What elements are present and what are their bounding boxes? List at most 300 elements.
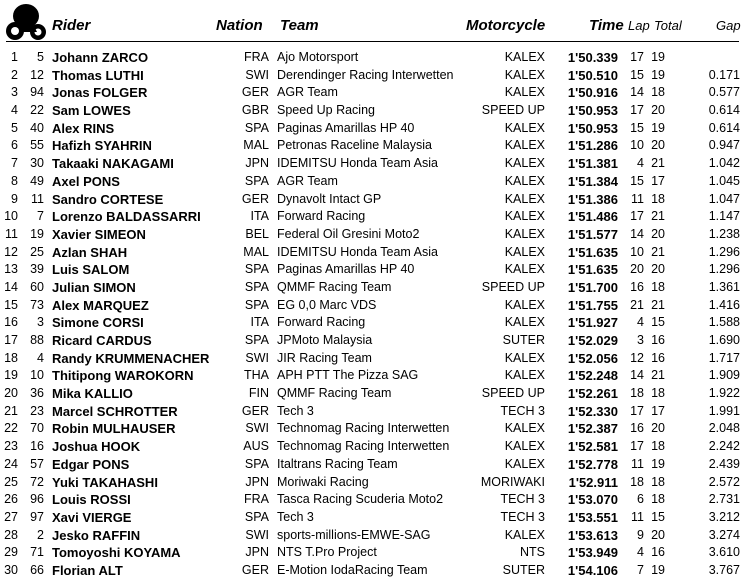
lap-time: 1'51.384: [567, 173, 618, 189]
position: 14: [4, 279, 18, 294]
team: AGR Team: [277, 173, 338, 188]
rider-number: 11: [31, 191, 44, 206]
table-row: [0, 279, 745, 297]
rider-name: Jonas FOLGER: [52, 85, 148, 101]
total-laps: 18: [651, 279, 665, 294]
gap: 1.047: [708, 191, 740, 206]
position: 22: [4, 421, 18, 436]
team: NTS T.Pro Project: [277, 545, 377, 560]
lap-time: 1'53.613: [567, 527, 618, 543]
lap: 17: [630, 209, 644, 224]
lap: 3: [637, 333, 644, 347]
lap: 15: [630, 120, 644, 135]
lap: 11: [631, 509, 644, 524]
motorcycle: KALEX: [504, 456, 545, 471]
rider-name: Robin MULHAUSER: [52, 421, 176, 437]
gap: 0.614: [708, 120, 740, 135]
team: JPMoto Malaysia: [277, 333, 373, 347]
team: sports-millions-EMWE-SAG: [277, 527, 431, 542]
position: 4: [11, 103, 18, 118]
table-row: [0, 191, 745, 209]
motorcycle: KALEX: [504, 173, 545, 188]
motorcycle: KALEX: [504, 527, 545, 542]
lap-time: 1'53.070: [567, 492, 618, 508]
lap: 6: [637, 492, 644, 507]
gap: 1.690: [708, 333, 740, 347]
rider-name: Thitipong WAROKORN: [52, 368, 194, 384]
header-lap: Lap: [628, 18, 650, 33]
rider-name: Jesko RAFFIN: [52, 527, 141, 543]
lap-time: 1'52.911: [568, 474, 618, 490]
total-laps: 21: [651, 297, 665, 312]
nation: GER: [241, 403, 269, 418]
table-row: [0, 226, 745, 244]
header-motorcycle: Motorcycle: [466, 17, 546, 34]
total-laps: 19: [651, 120, 665, 135]
lap-time: 1'54.106: [567, 562, 618, 578]
rider-number: 66: [30, 562, 44, 577]
table-row: [0, 420, 745, 438]
team: E-Motion IodaRacing Team: [277, 562, 428, 577]
lap: 11: [631, 191, 644, 206]
motorcycle: KALEX: [504, 191, 545, 206]
lap-time: 1'52.778: [567, 456, 618, 472]
table-row: [0, 244, 745, 262]
lap-time: 1'50.339: [567, 50, 618, 65]
header-rider: Rider: [52, 17, 91, 34]
gap: 1.296: [708, 262, 740, 277]
nation: SWI: [245, 67, 269, 82]
rider-number: 25: [30, 244, 44, 259]
rider-name: Simone CORSI: [52, 315, 144, 331]
nation: FRA: [244, 50, 269, 64]
position: 19: [4, 368, 18, 383]
position: 25: [4, 474, 18, 489]
lap: 16: [630, 279, 644, 294]
lap: 21: [630, 297, 644, 312]
table-row: [0, 562, 745, 580]
lap: 4: [637, 156, 644, 171]
position: 24: [4, 456, 18, 471]
motorcycle: KALEX: [504, 67, 545, 82]
gap: 2.048: [708, 421, 740, 436]
rider-name: Ricard CARDUS: [52, 333, 152, 348]
table-row: [0, 120, 745, 138]
motorcycle: KALEX: [504, 315, 545, 330]
gap: 1.416: [708, 297, 740, 312]
position: 8: [11, 173, 18, 188]
lap-time: 1'50.510: [567, 67, 618, 83]
gap: 1.991: [708, 403, 740, 418]
rider-name: Sandro CORTESE: [52, 191, 164, 207]
gap: 0.947: [708, 138, 740, 153]
lap: 12: [630, 350, 644, 365]
lap-time: 1'50.953: [567, 120, 618, 136]
team: Italtrans Racing Team: [277, 456, 398, 471]
position: 1: [11, 50, 18, 64]
team: Federal Oil Gresini Moto2: [277, 226, 420, 241]
rider-name: Xavi VIERGE: [52, 509, 132, 525]
rider-number: 49: [30, 173, 44, 188]
lap: 4: [637, 545, 644, 560]
total-laps: 21: [651, 156, 665, 171]
team: Forward Racing: [277, 209, 366, 224]
team: Paginas Amarillas HP 40: [277, 120, 415, 135]
rider-name: Edgar PONS: [52, 456, 130, 472]
lap: 10: [630, 138, 644, 153]
rider-name: Lorenzo BALDASSARRI: [52, 209, 201, 225]
nation: SWI: [245, 527, 269, 542]
table-row: [0, 261, 745, 279]
gap: 1.045: [708, 173, 740, 188]
team: Moriwaki Racing: [277, 474, 369, 489]
total-laps: 16: [651, 333, 665, 347]
total-laps: 21: [651, 368, 665, 383]
motorcycle: KALEX: [504, 262, 545, 277]
table-row: [0, 297, 745, 315]
rider-name: Alex MARQUEZ: [52, 297, 149, 313]
rider-number: 3: [37, 315, 44, 330]
lap-time: 1'51.386: [567, 191, 618, 207]
gap: 2.731: [708, 492, 740, 507]
nation: GBR: [241, 103, 269, 118]
nation: GER: [241, 85, 269, 100]
rider-name: Thomas LUTHI: [52, 67, 144, 83]
lap: 14: [630, 226, 644, 241]
lap-time: 1'51.635: [567, 244, 618, 260]
motorcycle: TECH 3: [500, 403, 545, 418]
table-row: [0, 474, 745, 492]
rider-number: 7: [37, 209, 44, 224]
nation: AUS: [243, 439, 269, 454]
rider-name: Azlan SHAH: [52, 244, 128, 260]
rider-number: 40: [30, 120, 44, 135]
position: 10: [4, 209, 18, 224]
motorcycle: KALEX: [504, 244, 545, 259]
gap: 1.922: [708, 386, 740, 401]
motorcycle: KALEX: [504, 226, 545, 241]
rider-number: 97: [30, 509, 44, 524]
motorcycle: SUTER: [502, 562, 545, 577]
table-row: [0, 367, 745, 385]
gap: 0.614: [708, 103, 740, 118]
motorcycle: SPEED UP: [481, 103, 545, 118]
rider-name: Marcel SCHROTTER: [52, 403, 178, 419]
lap-time: 1'51.755: [567, 297, 618, 313]
nation: SPA: [244, 120, 269, 135]
motorcycle: NTS: [520, 545, 545, 560]
rider-number: 73: [30, 297, 44, 312]
lap: 17: [630, 403, 644, 418]
rider-name: Johann ZARCO: [52, 50, 149, 65]
header-team: Team: [280, 17, 319, 34]
rider-name: Julian SIMON: [52, 279, 136, 295]
gap: 3.767: [708, 562, 740, 577]
table-row: [0, 173, 745, 191]
total-laps: 15: [651, 509, 665, 524]
team: QMMF Racing Team: [277, 279, 392, 294]
gap: 1.717: [708, 350, 740, 365]
rider-number: 55: [30, 138, 44, 153]
rider-number: 2: [37, 527, 44, 542]
nation: SPA: [244, 262, 269, 277]
total-laps: 20: [651, 103, 665, 118]
total-laps: 20: [651, 421, 665, 436]
total-laps: 20: [651, 527, 665, 542]
table-row: [0, 509, 745, 527]
rider-name: Axel PONS: [52, 173, 120, 189]
position: 17: [4, 333, 18, 347]
nation: SPA: [244, 297, 269, 312]
total-laps: 19: [651, 456, 665, 471]
motorcycle: SUTER: [502, 333, 545, 347]
rider-name: Joshua HOOK: [52, 439, 141, 455]
total-laps: 20: [651, 226, 665, 241]
table-row: [0, 385, 745, 403]
position: 15: [4, 297, 18, 312]
lap: 16: [630, 421, 644, 436]
lap-time: 1'51.927: [567, 315, 618, 331]
team: Technomag Racing Interwetten: [277, 439, 450, 454]
table-row: [0, 403, 745, 421]
total-laps: 21: [651, 209, 665, 224]
nation: SWI: [245, 421, 269, 436]
lap-time: 1'52.056: [567, 350, 618, 366]
motorcycle: KALEX: [504, 209, 545, 224]
team: Derendinger Racing Interwetten: [277, 67, 454, 82]
rider-name: Xavier SIMEON: [52, 226, 146, 242]
lap-time: 1'52.330: [567, 403, 618, 419]
table-row: [0, 527, 745, 545]
lap-time: 1'50.916: [567, 85, 618, 101]
motorcycle: KALEX: [504, 439, 545, 454]
lap: 17: [630, 50, 644, 64]
lap-time: 1'53.551: [567, 509, 618, 525]
lap-time: 1'52.387: [567, 421, 618, 437]
position: 18: [4, 350, 18, 365]
rider-name: Yuki TAKAHASHI: [52, 474, 158, 490]
team: Tasca Racing Scuderia Moto2: [277, 492, 444, 507]
gap: 3.212: [708, 509, 740, 524]
lap: 10: [630, 244, 644, 259]
nation: MAL: [243, 244, 269, 259]
nation: JPN: [245, 156, 269, 171]
rider-number: 22: [30, 103, 44, 118]
lap: 18: [630, 474, 644, 489]
lap-time: 1'51.286: [567, 138, 618, 154]
lap: 20: [630, 262, 644, 277]
rider-number: 94: [30, 85, 44, 100]
motorcycle: KALEX: [504, 421, 545, 436]
table-row: [0, 332, 745, 350]
rider-name: Louis ROSSI: [52, 492, 131, 508]
rider-number: 5: [37, 50, 44, 64]
team: Forward Racing: [277, 315, 366, 330]
team: Dynavolt Intact GP: [277, 191, 382, 206]
total-laps: 18: [651, 386, 665, 401]
lap-time: 1'51.577: [567, 226, 618, 242]
total-laps: 18: [651, 85, 665, 100]
nation: ITA: [250, 315, 269, 330]
gap: 1.042: [708, 156, 740, 171]
rider-number: 19: [30, 226, 44, 241]
total-laps: 16: [651, 350, 665, 365]
gap: 0.171: [708, 67, 740, 82]
lap: 17: [630, 103, 644, 118]
gap: 1.909: [708, 368, 740, 383]
nation: GER: [241, 191, 269, 206]
lap-time: 1'51.700: [567, 279, 618, 295]
nation: THA: [244, 368, 269, 383]
nation: SPA: [244, 279, 269, 294]
motorcycle: SPEED UP: [481, 386, 545, 401]
position: 30: [4, 562, 18, 577]
rider-name: Sam LOWES: [52, 103, 131, 119]
nation: FRA: [244, 492, 269, 507]
header-gap: Gap: [716, 18, 741, 33]
rider-name: Takaaki NAKAGAMI: [52, 156, 174, 172]
rider-number: 23: [30, 403, 44, 418]
position: 6: [11, 138, 18, 153]
lap: 17: [630, 439, 644, 454]
total-laps: 19: [651, 67, 665, 82]
lap: 15: [630, 173, 644, 188]
position: 16: [4, 315, 18, 330]
nation: SWI: [245, 350, 269, 365]
results-table: [0, 49, 745, 580]
rider-number: 4: [37, 350, 44, 365]
position: 13: [4, 262, 18, 277]
lap-time: 1'52.581: [567, 439, 618, 455]
total-laps: 18: [651, 492, 665, 507]
team: JIR Racing Team: [277, 350, 372, 365]
header-time: Time: [589, 17, 624, 34]
lap-time: 1'51.635: [567, 262, 618, 278]
team: Paginas Amarillas HP 40: [277, 262, 415, 277]
motorcycle: KALEX: [504, 297, 545, 312]
table-row: [0, 491, 745, 509]
motorcycle: KALEX: [504, 50, 545, 64]
lap: 9: [637, 527, 644, 542]
rider-number: 88: [30, 333, 44, 347]
nation: JPN: [245, 474, 269, 489]
position: 27: [4, 509, 18, 524]
gap: 1.238: [708, 226, 740, 241]
nation: MAL: [243, 138, 269, 153]
rider-number: 16: [30, 439, 44, 454]
position: 29: [4, 545, 18, 560]
team: Speed Up Racing: [277, 103, 375, 118]
lap-time: 1'52.029: [567, 333, 618, 348]
lap-time: 1'51.381: [567, 156, 618, 172]
team: IDEMITSU Honda Team Asia: [277, 244, 438, 259]
position: 2: [11, 67, 18, 82]
motorcycle-rider-icon: [4, 2, 48, 42]
rider-number: 36: [30, 386, 44, 401]
rider-number: 72: [30, 474, 44, 489]
nation: ITA: [250, 209, 269, 224]
nation: SPA: [244, 333, 269, 347]
lap-time: 1'51.486: [567, 209, 618, 225]
lap: 14: [630, 85, 644, 100]
motorcycle: TECH 3: [500, 492, 545, 507]
lap: 7: [637, 562, 644, 577]
team: QMMF Racing Team: [277, 386, 392, 401]
gap: 2.572: [708, 474, 740, 489]
position: 9: [11, 191, 18, 206]
team: Tech 3: [277, 403, 314, 418]
gap: 2.242: [708, 439, 740, 454]
total-laps: 20: [651, 262, 665, 277]
total-laps: 17: [651, 403, 665, 418]
total-laps: 18: [651, 191, 665, 206]
table-row: [0, 137, 745, 155]
rider-number: 60: [30, 279, 44, 294]
motorcycle: KALEX: [504, 85, 545, 100]
position: 7: [11, 156, 18, 171]
total-laps: 17: [651, 173, 665, 188]
table-row: [0, 208, 745, 226]
motorcycle: SPEED UP: [481, 279, 545, 294]
lap-time: 1'52.248: [567, 368, 618, 384]
rider-name: Alex RINS: [52, 120, 115, 136]
rider-name: Luis SALOM: [52, 262, 130, 278]
nation: SPA: [244, 456, 269, 471]
total-laps: 18: [651, 439, 665, 454]
position: 3: [11, 85, 18, 100]
gap: 1.147: [708, 209, 740, 224]
rider-name: Florian ALT: [52, 562, 123, 578]
motorcycle: MORIWAKI: [480, 474, 545, 489]
motorcycle: TECH 3: [500, 509, 545, 524]
position: 21: [4, 403, 18, 418]
position: 28: [4, 527, 18, 542]
total-laps: 18: [651, 474, 665, 489]
total-laps: 20: [651, 138, 665, 153]
rider-number: 70: [30, 421, 44, 436]
lap: 15: [630, 67, 644, 82]
rider-number: 10: [30, 368, 44, 383]
table-row: [0, 314, 745, 332]
rider-number: 71: [30, 545, 44, 560]
table-row: [0, 155, 745, 173]
position: 26: [4, 492, 18, 507]
rider-name: Randy KRUMMENACHER: [52, 350, 210, 366]
position: 12: [4, 244, 18, 259]
team: AGR Team: [277, 85, 338, 100]
team: Ajo Motorsport: [277, 50, 359, 64]
total-laps: 19: [651, 562, 665, 577]
total-laps: 16: [651, 545, 665, 560]
rider-number: 12: [30, 67, 44, 82]
rider-name: Mika KALLIO: [52, 386, 133, 402]
table-row: [0, 456, 745, 474]
gap: 3.274: [708, 527, 740, 542]
rider-name: Hafizh SYAHRIN: [52, 138, 152, 154]
nation: GER: [241, 562, 269, 577]
table-row: [0, 350, 745, 368]
rider-number: 96: [30, 492, 44, 507]
lap: 18: [630, 386, 644, 401]
lap: 14: [630, 368, 644, 383]
gap: 3.610: [708, 545, 740, 560]
gap: 1.361: [708, 279, 740, 294]
position: 20: [4, 386, 18, 401]
lap-time: 1'50.953: [567, 103, 618, 119]
lap: 4: [637, 315, 644, 330]
header-total: Total: [654, 18, 682, 33]
motorcycle: KALEX: [504, 138, 545, 153]
